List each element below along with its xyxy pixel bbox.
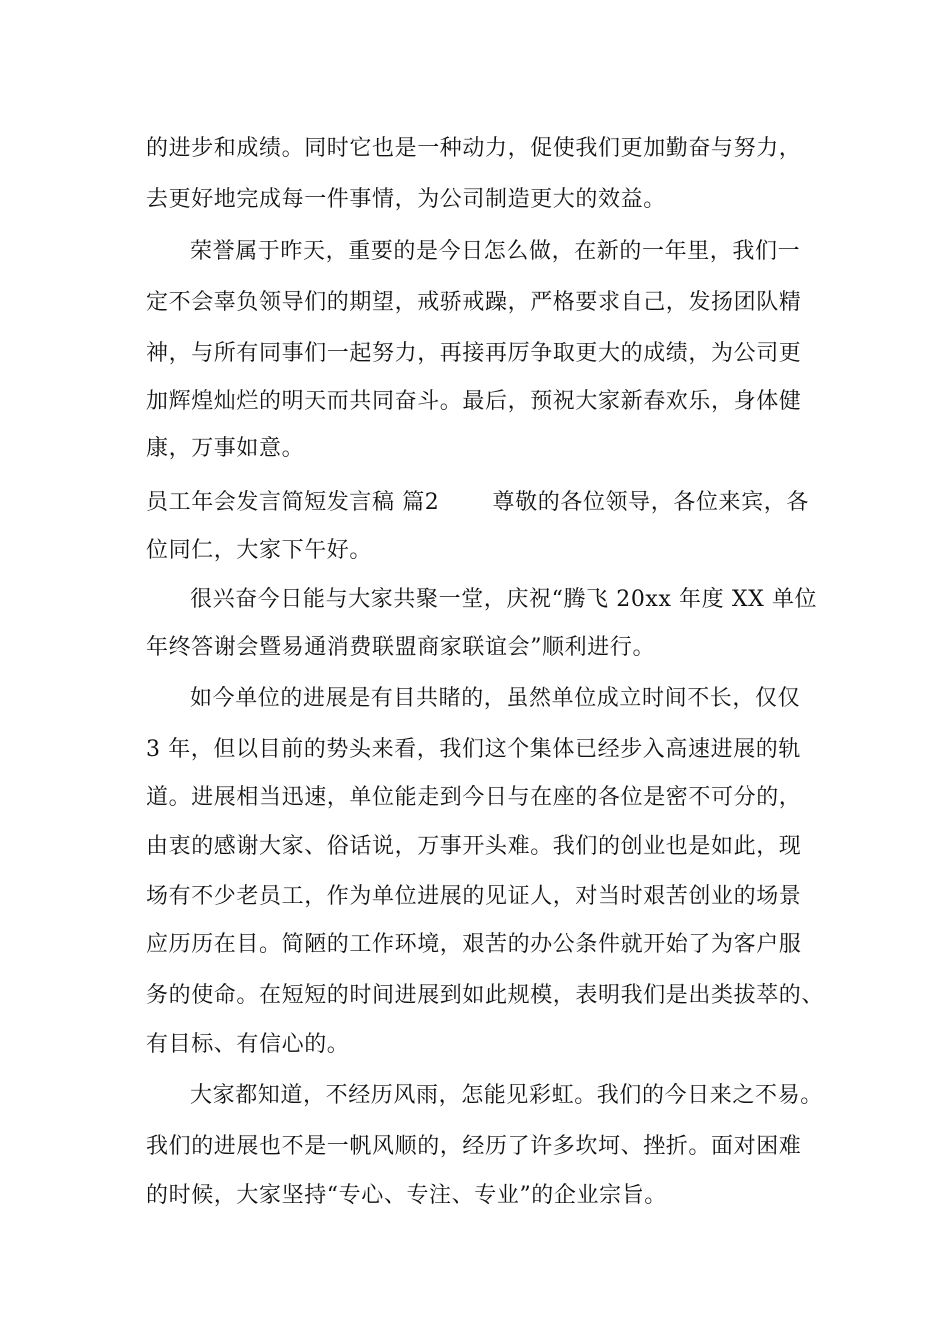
text-line: 的进步和成绩。同时它也是一种动力，促使我们更加勤奋与努力， [146, 136, 802, 161]
text-line: 3 年，但以目前的势头来看，我们这个集体已经步入高速进展的轨 [146, 737, 801, 762]
text-line: 如今单位的进展是有目共睹的，虽然单位成立时间不长，仅仅 [190, 686, 801, 711]
text-line: 应历历在目。简陋的工作环境，艰苦的办公条件就开始了为客户服 [146, 932, 802, 957]
text-line: 的时候，大家坚持“专心、专注、专业”的企业宗旨。 [146, 1183, 667, 1208]
text-line: 康，万事如意。 [146, 436, 305, 461]
section-heading-line: 员工年会发言简短发言稿 篇2 尊敬的各位领导，各位来宾，各 [146, 490, 809, 515]
text-line: 由衷的感谢大家、俗话说，万事开头难。我们的创业也是如此，现 [146, 834, 802, 859]
text-line: 道。进展相当迅速，单位能走到今日与在座的各位是密不可分的， [146, 785, 802, 810]
text-line: 神，与所有同事们一起努力，再接再厉争取更大的成绩，为公司更 [146, 341, 802, 366]
text-line: 加辉煌灿烂的明天而共同奋斗。最后，预祝大家新春欢乐，身体健 [146, 389, 802, 414]
text-line: 很兴奋今日能与大家共聚一堂，庆祝“腾飞 20xx 年度 XX 单位 [190, 587, 818, 612]
text-line: 有目标、有信心的。 [146, 1032, 350, 1057]
text-line: 务的使命。在短短的时间进展到如此规模，表明我们是出类拔萃的、 [146, 983, 825, 1008]
text-line: 荣誉属于昨天，重要的是今日怎么做，在新的一年里，我们一 [190, 239, 801, 264]
text-line: 去更好地完成每一件事情，为公司制造更大的效益。 [146, 187, 666, 212]
text-line: 场有不少老员工，作为单位进展的见证人，对当时艰苦创业的场景 [146, 884, 802, 909]
text-line: 大家都知道，不经历风雨，怎能见彩虹。我们的今日来之不易。 [190, 1083, 823, 1108]
text-line: 位同仁，大家下午好。 [146, 538, 373, 563]
text-line: 定不会辜负领导们的期望，戒骄戒躁，严格要求自己，发扬团队精 [146, 290, 802, 315]
text-line: 年终答谢会暨易通消费联盟商家联谊会”顺利进行。 [146, 635, 656, 660]
text-line: 我们的进展也不是一帆风顺的，经历了许多坎坷、挫折。面对困难 [146, 1134, 802, 1159]
